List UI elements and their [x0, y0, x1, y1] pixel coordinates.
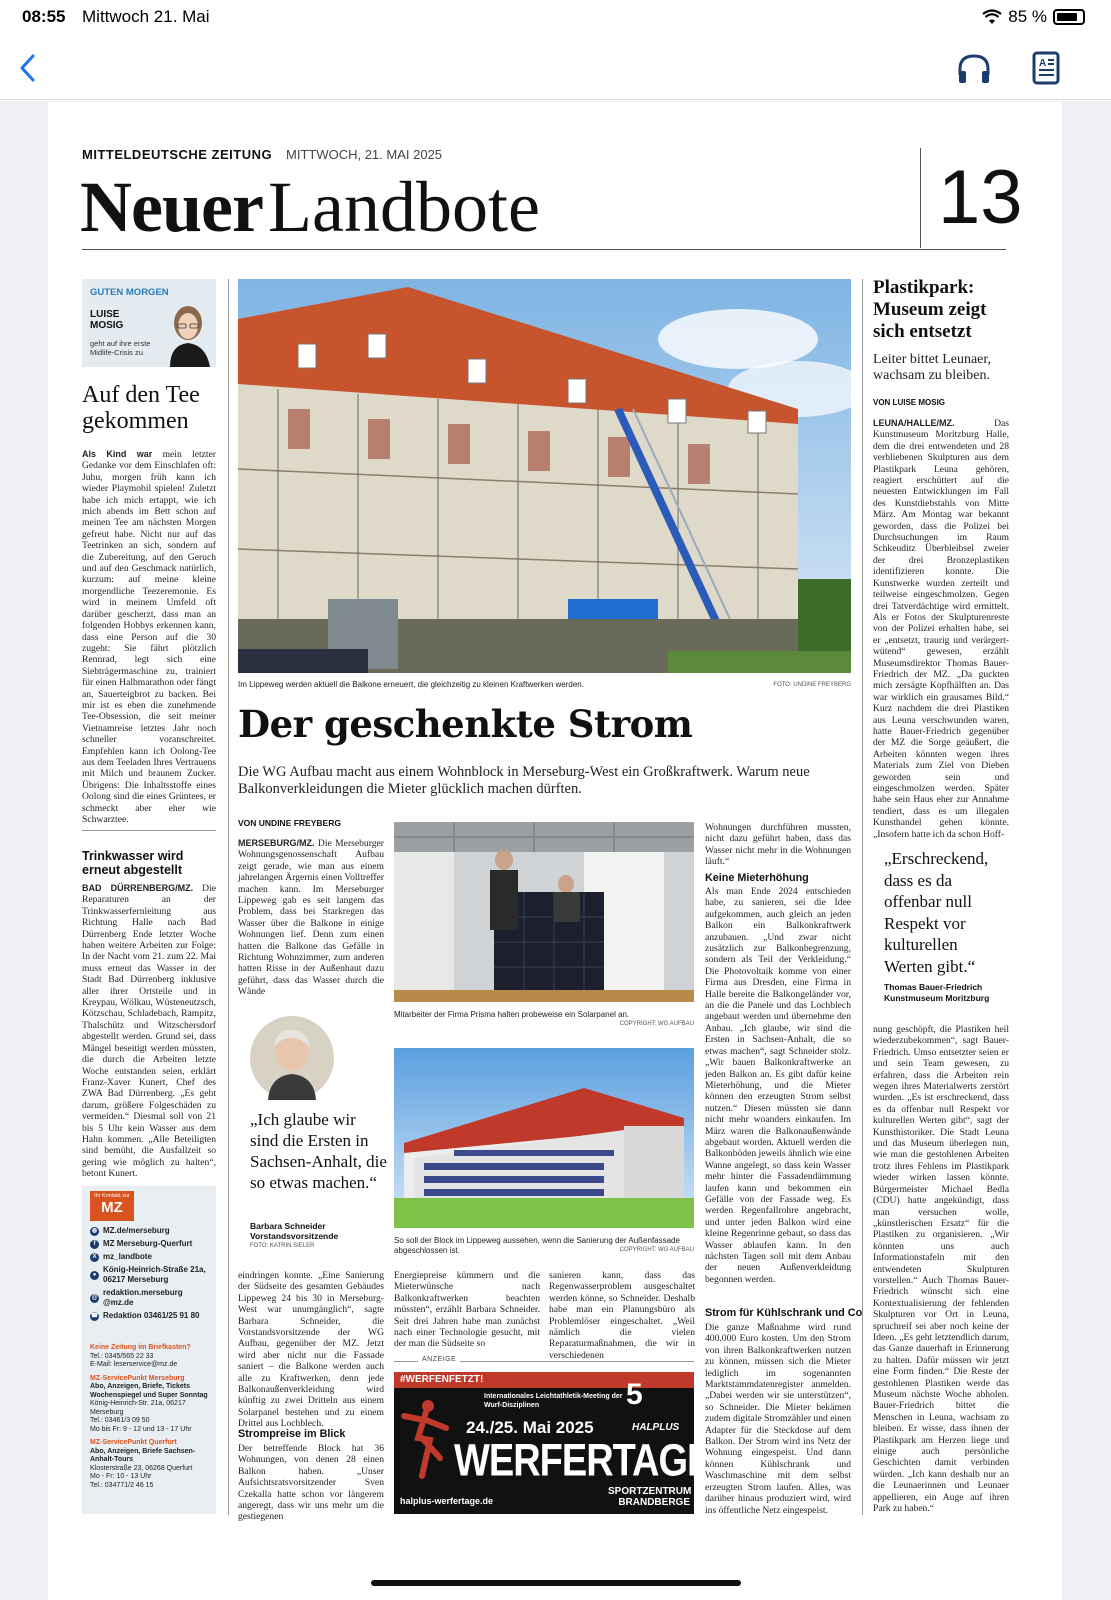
email-icon: @ [91, 1295, 98, 1301]
plastik-subhead: Leiter bittet Leunaer, wachsam zu bleiben. [873, 352, 991, 383]
rendering-caption: So soll der Block im Lippeweg aussehen, wenn die Sanierung der Außenfassade abgeschlossen ist. [394, 1236, 680, 1255]
chevron-left-icon [18, 53, 38, 83]
mz-logo: Ihr Kontakt zur MZ [90, 1191, 134, 1221]
plastik-headline: Plastikpark: Museum zeigt sich entsetzt [873, 277, 987, 342]
column-kicker: GUTEN MORGEN [90, 287, 169, 298]
status-indicators [982, 7, 1085, 27]
lead-text-col4-fridge: Die ganze Maßnahme wird rund 400.000 Euro kosten. Um den Strom von ihren Balkonkraftwerken nutzen zu können, müssen sich die Mieter lediglich im sogenannten Marktstammdatenregister anmelden. „Dabei werden wir sie unterstützen“, so Schneider. Die Mieter bekämen zudem digitale Stromzähler und einen Adapter für die Steckdose auf dem Balkon. Der Strom wird ins Netz der Wohnung eingespeist. Und dann können Kühlschrank und Waschmaschine mit dem selbst erzeugten Strom laufen. Alles, was darüber hinaus produziert wird, wird ins öffentliche Netz eingespeist. [705, 1322, 851, 1516]
lead-photo-scaffold [238, 279, 851, 673]
lead-standfirst: Die WG Aufbau macht aus einem Wohnblock in Merseburg-West ein Großkraftwerk. Warum neue Balkonverkleidungen die Mieter glücklich machen dürften. [238, 764, 810, 797]
ad-hashtag: #WERFENFETZT! [400, 1374, 484, 1385]
wifi-icon [982, 10, 1002, 25]
column-header [82, 279, 216, 367]
ad-anniversary: 5 [626, 1378, 643, 1411]
title-light: Landbote [268, 167, 540, 247]
status-time: 08:55 [22, 7, 66, 26]
lead-photo-caption: Im Lippeweg werden aktuell die Balkone erneuert, die gleichzeitig zu kleinen Kraftwerken werden. [238, 680, 584, 689]
sub-fridge: Strom für Kühlschrank und Co [705, 1307, 863, 1319]
plastik-text-1: LEUNA/HALLE/MZ. Das Kunstmuseum Moritzburg Halle, dem die drei entwendeten und 28 verbliebenen Skulpturen aus dem Plastikpark Leuna gehören, reagiert erschüttert auf die neuesten Entwicklungen im Fall des Kunstdiebstahls von Mitte März. Am Montag war bekannt geworden, dass die Polizei bei Durchsuchungen im Raum Schkeuditz Überbleibsel zweier der drei Bronzeplastiken identifizieren konnte. Die Kunstwerke wurden zerteilt und teilweise eingeschmolzen. Gegen drei Tatverdächtige wird ermittelt. Als er Fotos der Skulpturenreste von der Polizei erhalten habe, sei er „entsetzt, traurig und verärgert-wütend“ gewesen, erzählt Museumsdirektor Thomas Bauer-Friedrich der MZ. „Da guckten mich zersägte Kopfhälften an. Das war wirklich ein grausames Bild.“ Kurz nachdem die drei Plastiken aus Leuna verschwunden waren, hatte Bauer-Friedrich gegenüber der MZ die Sorge geäußert, die Arbeiten könnten wegen ihres Materials zum Ziel von Dieben geworden sein und eingeschmolzen werden. Später habe sein Haus eher zur Annahme tendiert, dass es um illegalen Kunsthandel gehen könnte. „Insofern hatte ich da schon Hoff- [873, 418, 1009, 840]
contact-line [90, 1226, 214, 1236]
ad-url: halplus-werfertage.de [400, 1496, 494, 1506]
newspaper-page [48, 102, 1062, 1600]
contact-line-text: mz_landbote [103, 1252, 152, 1261]
plastik-text-2: nung geschöpft, die Plastiken heil wiederzubekommen“, sagt Bauer-Friedrich. Umso entsetzter seien er und sein Team gewesen, zu erfahren, dass die Arbeiten rein wegen ihres Materialwerts zerstört wurden. „Es ist erschreckend, dass es da offenbar null Respekt vor kulturellen Werten gibt“, sagt der Kunsthistoriker. Die Stadt Leuna und das Museum überlegen nun, wie man die gestohlenen Arbeiten trotz ihres Fehlens im Plastikpark wieder wirken lassen könnte. Bürgermeister Michael Bedla (CDU) hatte angekündigt, dass man versuchen wolle, „künstlerischen Ersatz“ für die Plastiken zu organisieren. „Wir könnten uns auch Informationstafeln mit den entwendeten Skulpturen vorstellen.“ Auch Thomas Bauer-Friedrich wünscht sich eine Kontextualisierung der fehlenden Skulpturen vor Ort in Leuna, spruchreif sei aber noch keine der Ideen. „Es geht letztendlich darum, das Ganze dauerhaft in Erinnerung zu halten. Dafür müssen wir jetzt eine Form finden.“ Die Reste der gestohlenen Plastiken werde das Museum nächste Woche abholen. Bauer-Friedrich bittet die Menschen in Leuna, wachsam zu bleiben. Er wisse, dass ihnen der Plastikpark am Herzen liege und einige auch persönliche Geschichten damit verbinden würden. „Ich kann deshalb nur an die Leunaerinnen und Leunaer appellieren, ein Auge auf ihren Park zu haben.“ [873, 1024, 1009, 1515]
plastik-byline: VON LUISE MOSIG [873, 398, 946, 407]
globe-icon: ◍ [91, 1228, 98, 1234]
location-icon: ● [90, 1271, 99, 1280]
service1-title: MZ-ServicePunkt Merseburg [90, 1374, 185, 1382]
contact-line [90, 1265, 214, 1285]
battery-icon [1053, 9, 1085, 25]
water-text: BAD DÜRRENBERG/MZ. Die Reparaturen an der Trinkwasserfernleitung aus Richtung Halle nach Bad Dürrenberg Ende letzter Woche haben weitere Arbeiten zur Folge: In der Nacht vom 21. zum 22. Mai muss erneut das Wasser in der Stadt Bad Dürrenberg inklusive aller ihrer Ortsteile und in Kreypau, Wölkau, Wüsteneutzsch, Kötzschau, Schladebach, Rampitz, Thalschütz und Witzschersdorf abgestellt werden. Grund sei, dass Mängel beseitigt werden müssten, die durch die Arbeiten letzte Woche entstanden seien, erklärt Franz-Xaver Kunert, Chef des ZWA Bad Dürrenberg. „Es geht darum, größere Folgeschäden zu vermeiden.“ Diesmal soll von 21 bis 5 Uhr kein Wasser aus dem Hahn kommen. „Alle Beteiligten sind bemüht, die Ausfallzeit so gering wie möglich zu halten“, betont Kunert. [82, 883, 216, 1180]
water-dateline: BAD DÜRRENBERG/MZ. [82, 883, 194, 893]
solar-panel-photo [394, 822, 694, 1002]
phone-icon: ☎ [90, 1313, 99, 1319]
author-portrait [160, 299, 216, 367]
lead-text-col1: MERSEBURG/MZ. Die Merseburger Wohnungsgenossenschaft Aufbau zeigt gerade, wie man aus einem jahrelangen Ärgernis einen Volltreffer machen kann. Im Merseburger Lippeweg gab es seit langem das Problem, dass bei Starkregen das Wasser über die Balkone in einige Wohnungen lief. Denn zum einen hatten die Balkone das Gefälle in Richtung Wohnzimmer, zum anderen hatten Risse in der Außenhaut dazu geführt, dass das Wasser durch die Wände [238, 838, 384, 998]
plastik-quote-author: Thomas Bauer-Friedrich [884, 982, 983, 992]
lead-text-col3: sanieren kann, dass das Regenwasserproblem ausgeschaltet werden könne, so Schneider. Deshalb habe man ein Planungsbüro als Problemlöser eingeschaltet. „Weil nämlich die vielen Reparaturmaßnahmen, die wir in verschiedenen [549, 1270, 695, 1361]
page-number: 13 [938, 155, 1023, 240]
x-icon: X [90, 1253, 99, 1262]
athlete-silhouette-icon [400, 1398, 450, 1478]
quote-role: Vorstandsvorsitzende [250, 1231, 339, 1241]
mailbox-title: Keine Zeitung im Briefkasten? [90, 1344, 191, 1351]
facebook-icon: f [90, 1240, 99, 1249]
paper-name: MITTELDEUTSCHE ZEITUNG [82, 147, 273, 162]
page-viewer[interactable] [0, 101, 1111, 1600]
service1-bold: Abo, Anzeigen, Briefe, Tickets Wochenspiegel und Super Sonntag [90, 1383, 208, 1399]
plastik-dateline: LEUNA/HALLE/MZ. [873, 418, 955, 428]
lead-dateline: MERSEBURG/MZ. [238, 838, 315, 848]
contact-line-text: MZ Merseburg-Querfurt [103, 1239, 193, 1248]
quote-portrait [250, 1016, 334, 1100]
contact-line-text: MZ.de/merseburg [103, 1226, 170, 1235]
article-view-button[interactable] [1024, 46, 1068, 90]
ad-subtitle: Internationales Leichtathletik-Meeting der Wurf-Disziplinen [484, 1393, 623, 1409]
home-indicator[interactable] [371, 1580, 741, 1586]
svg-text:A: A [1039, 58, 1047, 69]
status-date: Mittwoch 21. Mai [82, 7, 210, 26]
quote-author: Barbara Schneider [250, 1221, 326, 1231]
ad-dates: 24./25. Mai 2025 [466, 1418, 594, 1437]
solar-photo-caption: Mitarbeiter der Firma Prisma halten probeweise ein Solarpanel an. [394, 1010, 630, 1019]
contact-lines [90, 1226, 214, 1324]
rendering-credit: COPYRIGHT: WG AUFBAU [619, 1247, 694, 1253]
service2-bold: Abo, Anzeigen, Briefe Sachsen-Anhalt-Tours [90, 1447, 196, 1463]
contact-line-text: König-Heinrich-Straße 21a, 06217 Merseburg [103, 1265, 206, 1284]
contact-line [90, 1311, 214, 1321]
sub-rent: Keine Mieterhöhung [705, 872, 809, 884]
sub-prices: Strompreise im Blick [238, 1428, 346, 1440]
lead-text-col4-rent: Als man Ende 2024 entschieden habe, zu sanieren, sei die Idee aufgekommen, auch gleich an jeden Balkon ein Balkonkraftwerk anzubauen. „Und zwar nicht zusätzlich zur Balkonbegrenzung, sondern als Teil der Verkleidung.“ Die Photovoltaik komme von einer Firma aus Dresden, eine Firma in Halle bereite die Balkongeländer vor, an die die Panele und das Lochblech angebaut werden und übernehme den Anbau. „Ich glaube, wir sind die Ersten in Sachsen-Anhalt, die so etwas machen“, sagt Schneider stolz. „Wir bauen Balkonkraftwerke an jeden Balkon an. Es gibt dafür keine Mieterhöhung, und die Mieter können den erzeugten Strom selbst nutzen.“ Diesen müssten sie dann nicht mehr woanders einkaufen. Im März waren die Balkonaußenwände abgebaut worden. Aktuell werden die Balkonböden jeweils ähnlich wie eine Wanne angelegt, so dass kein Wasser mehr hinter die Fassadendämmung laufen kann und bekommen ein Gefälle von der Fassade weg. Es werden Regenfallrohre angebracht, und unter jeden Balkon wird eine kleine Regenrinne gebaut, so dass das Wasser ablaufen kann. In den nächsten Tagen soll mit dem Anbau der neuen Außenverkleidung begonnen werden. [705, 886, 851, 1285]
back-button[interactable] [6, 46, 50, 90]
column-lead: Als Kind war [82, 449, 153, 459]
contact-line [90, 1239, 214, 1249]
ad-werfertage[interactable] [394, 1372, 712, 1514]
lead-text-col2: Energiepreise kümmern und die Mieterwünsche nach Balkonkraftwerken beachten müssten“, erzählt Barbara Schneider. Seit drei Jahren habe man zunächst nach einer Technologie gesucht, mit der man die Südseite so [394, 1270, 540, 1350]
ad-event: WERFERTAGE [454, 1436, 712, 1487]
lead-byline: VON UNDINE FREYBERG [238, 818, 341, 828]
lead-photo-credit: FOTO: UNDINE FREYBERG [773, 682, 851, 688]
title-bold: Neuer [80, 167, 263, 247]
contact-line [90, 1288, 214, 1308]
battery-fill [1057, 13, 1077, 21]
service2-title: MZ-ServicePunkt Querfurt [90, 1439, 177, 1446]
service1-text: König-Heinrich-Str. 21a, 06217 Merseburg Tel.: 03461/3 09 50 Mo bis Fr: 9 - 12 und 13 - 17 Uhr [90, 1400, 192, 1433]
plastik-pull-quote: „Erschreckend, dass es da offenbar null Respekt vor kulturellen Werten gibt.“ [884, 849, 989, 976]
contact-line-text: Redaktion 03461/25 91 80 [103, 1311, 200, 1320]
lead-text-col1-bottom: eindringen konnte. „Eine Sanierung der Südseite des gesamten Gebäudes Lippeweg 24 bis 30 in Merseburg-West war unumgänglich“, sagte Barbara Schneider, die Vorstandsvorsitzende der WG Aufbau, gegenüber der MZ. Jetzt wird aber nicht nur die Fassade saniert – die Balkone werden auch alle zu Kraftwerken, denn jede Balkonaußenverkleidung wird künftig zu zwei Dritteln aus einem Solarpanel bestehen und zu einem Drittel aus Lochblech. [238, 1270, 384, 1430]
ad-label: ANZEIGE [418, 1356, 460, 1363]
plastik-quote-role: Kunstmuseum Moritzburg [884, 993, 990, 1003]
column-headline: Auf den Tee gekommen [82, 382, 200, 434]
water-headline: Trinkwasser wird erneut abgestellt [82, 849, 184, 877]
lead-headline: Der geschenkte Strom [238, 702, 693, 746]
contact-box [82, 1186, 216, 1514]
status-bar [0, 0, 1111, 34]
reader-toolbar [0, 34, 1111, 100]
column-text: Als Kind war mein letzter Gedanke vor dem Einschlafen oft: Juhu, morgen früh kann ich wieder Playmobil spielen! Zuletzt habe ich mich ertappt, wie ich mich abends im Bett schon auf meinen Tee am nächsten Morgen gefreut habe. Nicht nur auf das Teetrinken an sich, sondern auf die Zubereitung, auf den Geruch und auf den Geschmack natürlich, kurzum: auf meine kleine morgendliche Teezeremonie. Es wird in meinem Umfeld oft darüber gescherzt, dass man an folgenden Hobbys erkennen kann, dass eine Person auf die 30 zugeht: Sie fährt plötzlich Rennrad, legt sich eine Siebträgermaschine zu, trainiert für einen Halbmarathon oder fängt an, Sauerteigbrot zu backen. Bei mir ist es eben die zunehmende Tee-Obsession, die seit meiner Vietnamreise letztes Jahr noch schneller voranschreitet. Empfehlen kann ich Oolong-Tee aus dem Teeladen Ihres Vertrauens mit Milch und braunem Zucker. Übrigens: Die Inhaltsstoffe eines Oolong sind die eines Grüntees, er schmeckt aber eher wie Schwarztee. [82, 449, 216, 825]
headphones-icon [956, 51, 992, 85]
page-title [80, 166, 540, 249]
issue-date: MITTWOCH, 21. MAI 2025 [286, 147, 443, 162]
mailbox-text: Tel.: 0345/565 22 33 E-Mail: leserservice@mz.de [90, 1352, 178, 1368]
rendering-photo [394, 1048, 694, 1228]
lead-text-col1-end: Der betreffende Block hat 36 Wohnungen, von denen 28 einen Balkon haben. „Unser Aufsichtsratsvorsitzender Sven Czekalla hatte schon vor längerem angeregt, dass wir uns mehr um die gestiegenen [238, 1443, 384, 1523]
battery-percent: 85 % [1008, 7, 1047, 26]
lead-text-col4-top: Wohnungen durchführen mussten, nicht dazu geführt haben, dass das Wasser nicht mehr in die Wohnungen läuft.“ [705, 822, 851, 868]
solar-photo-credit: COPYRIGHT: WG AUFBAU [619, 1021, 694, 1027]
contact-line-text: redaktion.merseburg @mz.de [103, 1288, 183, 1307]
ad-venue: SPORTZENTRUM BRANDBERGE [608, 1486, 692, 1508]
article-view-icon [1032, 51, 1060, 85]
lead-pull-quote: „Ich glaube wir sind die Ersten in Sachsen-Anhalt, die so etwas machen.“ [250, 1110, 387, 1192]
column-author-tagline: geht auf ihre erste Midlife-Crisis zu. [90, 339, 151, 357]
contact-line [90, 1252, 214, 1262]
ad-sponsor: HALPLUS [632, 1422, 680, 1433]
service2-text: Klosterstraße 23, 06268 Querfurt Mo - Fr: 10 - 13 Uhr Tel.: 034771/2 46 15 [90, 1464, 193, 1489]
audio-button[interactable] [952, 46, 996, 90]
column-author: LUISE MOSIG [90, 309, 124, 331]
quote-credit: FOTO: KATRIN SIELER [250, 1243, 315, 1249]
